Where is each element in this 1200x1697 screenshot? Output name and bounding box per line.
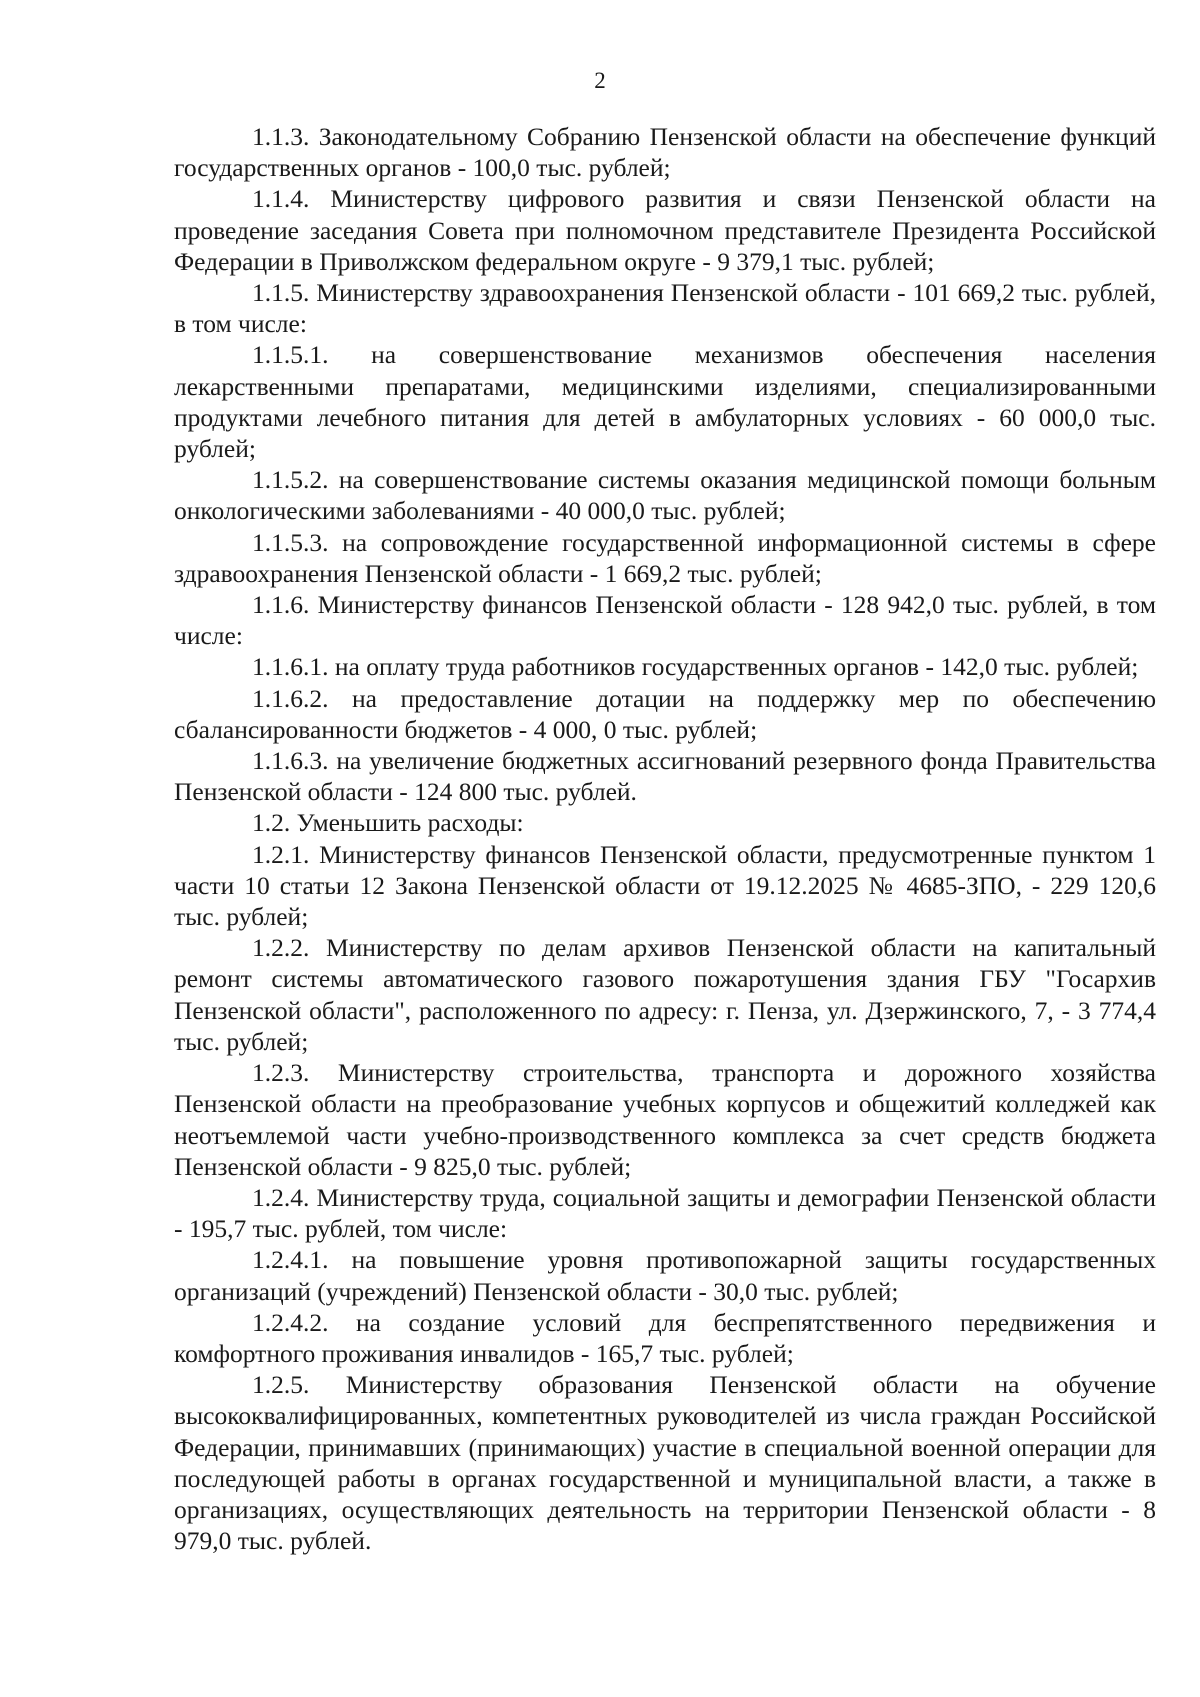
- paragraph-1-2-4-1: 1.2.4.1. на повышение уровня противопожарной защиты государственных организаций (учреждений) Пензенской области - 30,0 тыс. рублей;: [174, 1245, 1156, 1306]
- paragraph-1-2-3: 1.2.3. Министерству строительства, транспорта и дорожного хозяйства Пензенской области на преобразование учебных корпусов и общежитий колледжей как неотъемлемой части учебно-производственного комплекса за счет средств бюджета Пензенской области - 9 825,0 тыс. рублей;: [174, 1058, 1156, 1181]
- paragraph-1-2-2: 1.2.2. Министерству по делам архивов Пензенской области на капитальный ремонт системы автоматического газового пожаротушения здания ГБУ "Госархив Пензенской области", расположенного по адресу: г. Пенза, ул. Дзержинского, 7, - 3 774,4 тыс. рублей;: [174, 933, 1156, 1056]
- paragraph-1-1-6-3: 1.1.6.3. на увеличение бюджетных ассигнований резервного фонда Правительства Пензенской области - 124 800 тыс. рублей.: [174, 746, 1156, 807]
- paragraph-1-1-6-2: 1.1.6.2. на предоставление дотации на поддержку мер по обеспечению сбалансированности бюджетов - 4 000, 0 тыс. рублей;: [174, 683, 1156, 744]
- paragraph-1-1-6: 1.1.6. Министерству финансов Пензенской области - 128 942,0 тыс. рублей, в том числе:: [174, 590, 1156, 651]
- paragraph-1-2-4: 1.2.4. Министерству труда, социальной защиты и демографии Пензенской области - 195,7 тыс. рублей, том числе:: [174, 1182, 1156, 1244]
- document-body: [174, 121, 1156, 1556]
- paragraph-1-1-5-3: 1.1.5.3. на сопровождение государственной информационной системы в сфере здравоохранения Пензенской области - 1 669,2 тыс. рублей;: [174, 527, 1156, 588]
- paragraph-1-2-4-2: 1.2.4.2. на создание условий для беспрепятственного передвижения и комфортного проживания инвалидов - 165,7 тыс. рублей;: [174, 1307, 1156, 1368]
- paragraph-1-1-3: 1.1.3. Законодательному Собранию Пензенской области на обеспечение функций государственных органов - 100,0 тыс. рублей;: [174, 122, 1156, 183]
- paragraph-1-2: 1.2. Уменьшить расходы:: [252, 808, 524, 838]
- page-number: 2: [594, 68, 606, 93]
- paragraph-1-1-5-1: 1.1.5.1. на совершенствование механизмов обеспечения населения лекарственными препаратами, медицинскими изделиями, специализированными продуктами лечебного питания для детей в амбулаторных условиях - 60 000,0 тыс. рублей;: [174, 340, 1156, 464]
- paragraph-1-1-5-2: 1.1.5.2. на совершенствование системы оказания медицинской помощи больным онкологическими заболеваниями - 40 000,0 тыс. рублей;: [174, 465, 1156, 526]
- paragraph-1-2-1: 1.2.1. Министерству финансов Пензенской области, предусмотренные пунктом 1 части 10 статьи 12 Закона Пензенской области от 19.12.2025 № 4685-ЗПО, - 229 120,6 тыс. рублей;: [174, 839, 1156, 932]
- paragraph-1-1-5: 1.1.5. Министерству здравоохранения Пензенской области - 101 669,2 тыс. рублей, в том числе:: [174, 278, 1156, 339]
- paragraph-1-1-6-1: 1.1.6.1. на оплату труда работников государственных органов - 142,0 тыс. рублей;: [252, 652, 1139, 682]
- paragraph-1-1-4: 1.1.4. Министерству цифрового развития и связи Пензенской области на проведение заседания Совета при полномочном представителе Президента Российской Федерации в Приволжском федеральном округе - 9 379,1 тыс. рублей;: [174, 184, 1156, 276]
- paragraph-1-2-5: 1.2.5. Министерству образования Пензенской области на обучение высококвалифицированных, компетентных руководителей из числа граждан Российской Федерации, принимавших (принимающих) участие в специальной военной операции для последующей работы в органах государственной и муниципальной власти, а также в организациях, осуществляющих деятельность на территории Пензенской области - 8 979,0 тыс. рублей.: [174, 1370, 1156, 1556]
